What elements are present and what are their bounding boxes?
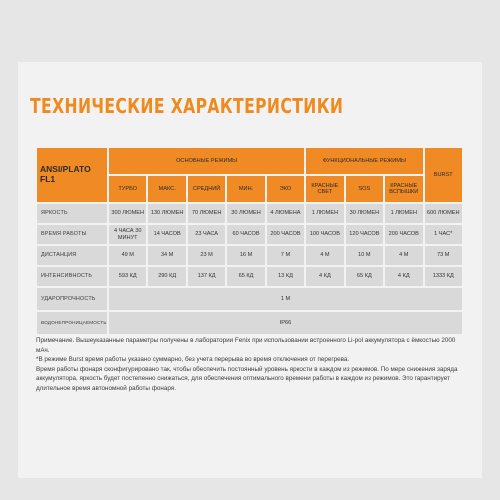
table-row (37, 246, 462, 265)
group-main-modes: ОСНОВНЫЕ РЕЖИМЫ (109, 148, 304, 174)
table-cell: 100 ЧАСОВ (306, 225, 343, 244)
table-cell: 4 КД (306, 267, 343, 286)
table-cell: 600 ЛЮМЕН (425, 204, 463, 223)
table-cell: 30 ЛЮМЕН (346, 204, 383, 223)
table-cell: 65 КД (346, 267, 383, 286)
table-row (37, 225, 462, 244)
mode-eco: ЭКО (267, 176, 304, 202)
table-cell: 4 ЛЮМЕНА (267, 204, 304, 223)
table-row-water (37, 312, 462, 334)
table-cell: 4 М (385, 246, 422, 265)
table-cell: 4 КД (385, 267, 422, 286)
table-cell: 13 КД (267, 267, 304, 286)
table-cell: 290 КД (148, 267, 185, 286)
mode-sos: SOS (346, 176, 383, 202)
mode-red-light: КРАСНЫЕ СВЕТ (306, 176, 343, 202)
table-cell: 10 М (346, 246, 383, 265)
table-cell: 1 ЛЮМЕН (306, 204, 343, 223)
row-label: ВРЕМЯ РАБОТЫ (37, 225, 107, 244)
note-paragraph: Время работы фонаря сконфигурировано так, чтобы обеспечить постоянный уровень яркости в каждом из режимов. По мере снижения заряда аккумулятора, яркость будет постепенно снижаться, для обеспечения оптимального времени работы в каждом из режимов. Это гарантирует длительное время автономной работы фонаря. (36, 365, 458, 392)
mode-min: МИН. (227, 176, 264, 202)
water-resistance-value: IP66 (109, 312, 462, 334)
table-cell: 14 ЧАСОВ (148, 225, 185, 244)
mode-red-flash: КРАСНЫЕ ВСПЫШКИ (385, 176, 422, 202)
table-row-impact (37, 288, 462, 310)
table-cell: 4 М (306, 246, 343, 265)
table-cell: 16 М (227, 246, 264, 265)
table-cell: 4 ЧАСА 30 МИНУТ (109, 225, 146, 244)
row-label: УДАРОПРОЧНОСТЬ (37, 288, 107, 310)
mode-max: МАКС. (148, 176, 185, 202)
table-cell: 23 М (188, 246, 225, 265)
mode-burst: BURST (425, 148, 463, 202)
note-paragraph: Примечание. Вышеуказанные параметры получены в лаборатории Fenix при использовании встроенного Li-pol аккумулятора с ёмкостью 2000 мАч. (36, 337, 456, 354)
table-cell: 120 ЧАСОВ (346, 225, 383, 244)
table-cell: 60 ЧАСОВ (227, 225, 264, 244)
model-name: ANSI/PLATO FL1 (37, 148, 107, 202)
table-cell: 1333 КД (425, 267, 463, 286)
table-cell: 130 ЛЮМЕН (148, 204, 185, 223)
note-paragraph: *В режиме Burst время работы указано суммарно, без учета перерыва во время отключения от перегрева. (36, 356, 350, 364)
table-cell: 49 М (109, 246, 146, 265)
row-label: ЯРКОСТЬ (37, 204, 107, 223)
table-header-row (37, 148, 462, 174)
mode-medium: СРЕДНИЙ (188, 176, 225, 202)
impact-value: 1 М (109, 288, 462, 310)
row-label: ВОДОНЕПРОНИЦАЕМОСТЬ (37, 312, 107, 334)
table-cell: 1 ЧАС* (425, 225, 463, 244)
table-cell: 593 КД (109, 267, 146, 286)
table-cell: 200 ЧАСОВ (385, 225, 422, 244)
table-cell: 200 ЧАСОВ (267, 225, 304, 244)
table-cell: 34 М (148, 246, 185, 265)
row-label: ДИСТАНЦИЯ (37, 246, 107, 265)
table-cell: 7 М (267, 246, 304, 265)
group-functional-modes: ФУНКЦИОНАЛЬНЫЕ РЕЖИМЫ (306, 148, 422, 174)
table-cell: 70 ЛЮМЕН (188, 204, 225, 223)
table-cell: 30 ЛЮМЕН (227, 204, 264, 223)
spec-table (35, 146, 464, 336)
table-cell: 73 М (425, 246, 463, 265)
table-row (37, 267, 462, 286)
table-row (37, 204, 462, 223)
table-cell: 1 ЛЮМЕН (385, 204, 422, 223)
table-cell: 23 ЧАСА (188, 225, 225, 244)
table-cell: 300 ЛЮМЕН (109, 204, 146, 223)
table-cell: 65 КД (227, 267, 264, 286)
table-cell: 137 КД (188, 267, 225, 286)
row-label: ИНТЕНСИВНОСТЬ (37, 267, 107, 286)
page-title: ТЕХНИЧЕСКИЕ ХАРАКТЕРИСТИКИ (30, 94, 344, 118)
footnotes (36, 336, 466, 394)
mode-turbo: ТУРБО (109, 176, 146, 202)
